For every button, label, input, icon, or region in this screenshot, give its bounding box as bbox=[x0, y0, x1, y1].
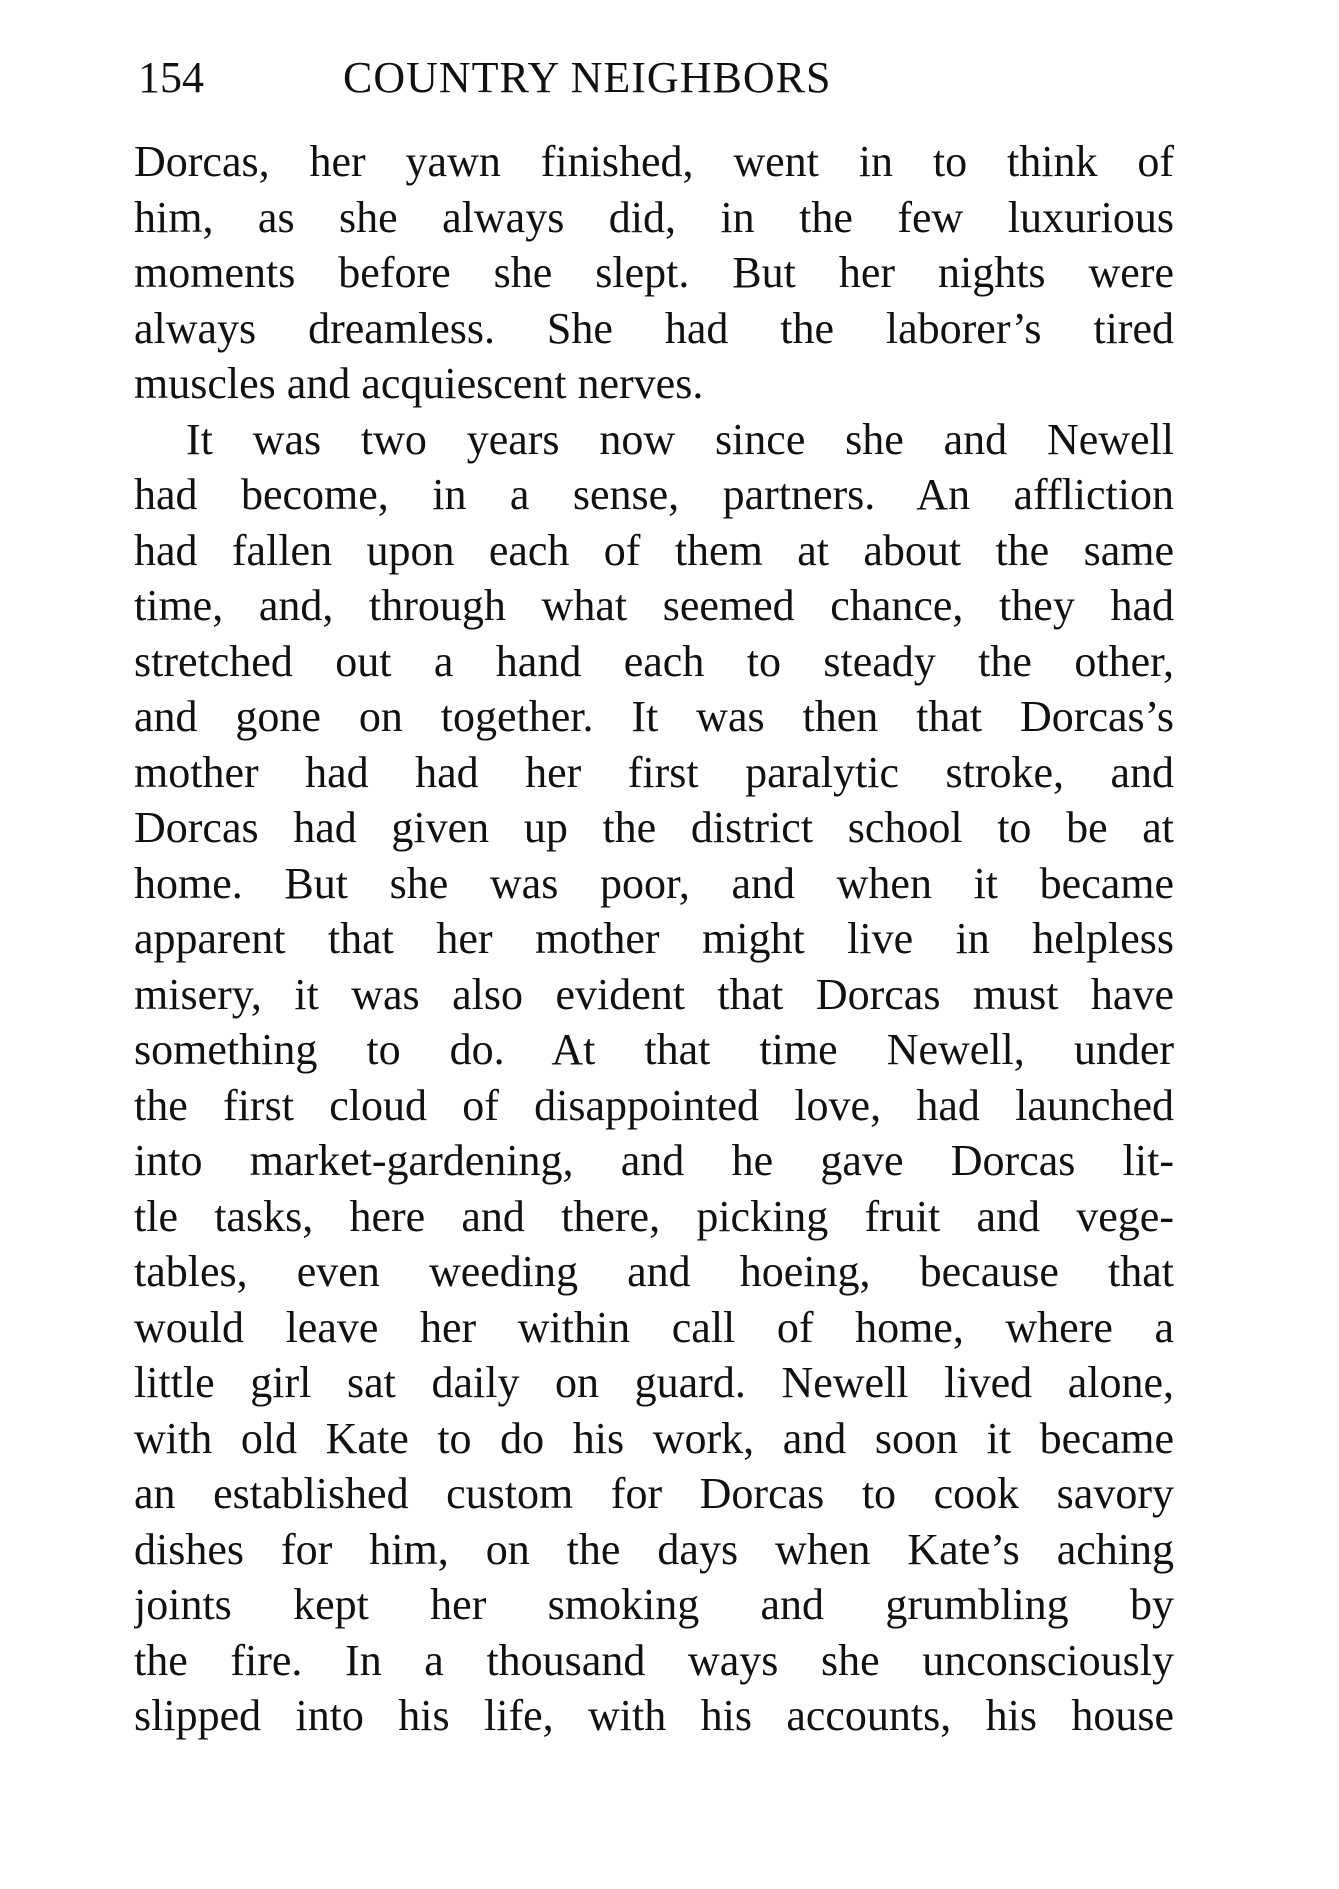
text-line: slipped into his life, with his accounts, his house bbox=[134, 1691, 1174, 1740]
text-line: Dorcas had given up the district school to be at bbox=[134, 803, 1174, 852]
text-line: moments before she slept. But her nights were bbox=[134, 248, 1174, 297]
text-line: It was two years now since she and Newell bbox=[186, 414, 1174, 464]
text-line: Dorcas, her yawn finished, went in to think of bbox=[134, 137, 1174, 186]
body-text bbox=[134, 134, 1174, 1744]
text-line: time, and, through what seemed chance, they had bbox=[134, 581, 1174, 630]
text-line: misery, it was also evident that Dorcas must have bbox=[134, 969, 1174, 1019]
running-header bbox=[138, 48, 1188, 108]
text-line: and gone on together. It was then that Dorcas’s bbox=[134, 692, 1174, 741]
text-line: muscles and acquiescent nerves. bbox=[134, 359, 704, 408]
text-line: something to do. At that time Newell, under bbox=[134, 1025, 1174, 1074]
text-line: the fire. In a thousand ways she unconsciously bbox=[134, 1635, 1174, 1685]
text-line: had become, in a sense, partners. An affliction bbox=[134, 470, 1174, 519]
page-number: 154 bbox=[138, 53, 204, 102]
text-line: apparent that her mother might live in helpless bbox=[134, 914, 1174, 963]
text-line: him, as she always did, in the few luxurious bbox=[134, 192, 1174, 242]
text-line: always dreamless. She had the laborer’s tired bbox=[134, 303, 1174, 353]
text-line: stretched out a hand each to steady the other, bbox=[134, 636, 1174, 686]
text-line: tables, even weeding and hoeing, because that bbox=[134, 1247, 1174, 1296]
text-line: joints kept her smoking and grumbling by bbox=[134, 1580, 1174, 1629]
text-line: into market-gardening, and he gave Dorcas lit- bbox=[134, 1136, 1174, 1185]
text-line: mother had had her first paralytic stroke, and bbox=[134, 747, 1174, 797]
text-line: had fallen upon each of them at about the same bbox=[134, 525, 1174, 575]
text-line: little girl sat daily on guard. Newell lived alone, bbox=[134, 1358, 1174, 1407]
text-line: tle tasks, here and there, picking fruit and vege- bbox=[134, 1191, 1174, 1241]
text-line: would leave her within call of home, where a bbox=[134, 1302, 1174, 1352]
text-line: an established custom for Dorcas to cook savory bbox=[134, 1469, 1174, 1518]
text-line: with old Kate to do his work, and soon it became bbox=[134, 1413, 1174, 1463]
text-line: home. But she was poor, and when it became bbox=[134, 858, 1174, 908]
text-line: dishes for him, on the days when Kate’s aching bbox=[134, 1524, 1174, 1574]
running-title: COUNTRY NEIGHBORS bbox=[343, 53, 832, 102]
text-line: the first cloud of disappointed love, had launched bbox=[134, 1080, 1174, 1130]
